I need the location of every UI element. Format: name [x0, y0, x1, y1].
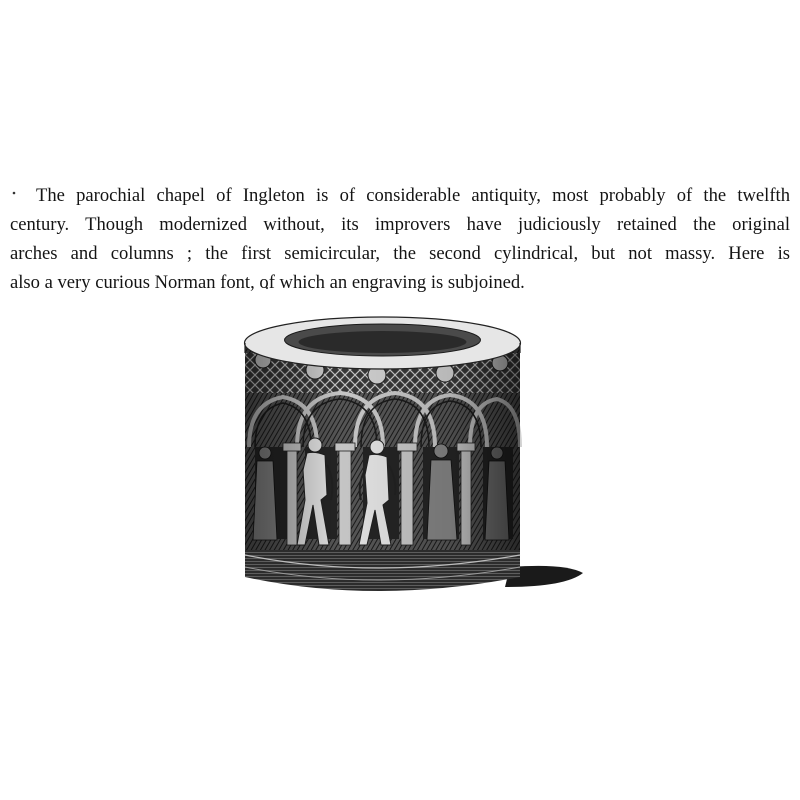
norman-font-engraving [235, 305, 590, 610]
paragraph-line-4: also a very curious Norman font, of which an engraving is subjoined. [10, 272, 525, 293]
paragraph-line-3: arches and columns ; the first semicircular, the second cylindrical, but not massy. Here is [10, 243, 790, 264]
body-paragraph [10, 181, 790, 297]
paragraph-line-1: The parochial chapel of Ingleton is of considerable antiquity, most probably of the twelfth [36, 185, 790, 206]
paragraph-line-2: century. Though modernized without, its improvers have judiciously retained the original [10, 214, 790, 235]
